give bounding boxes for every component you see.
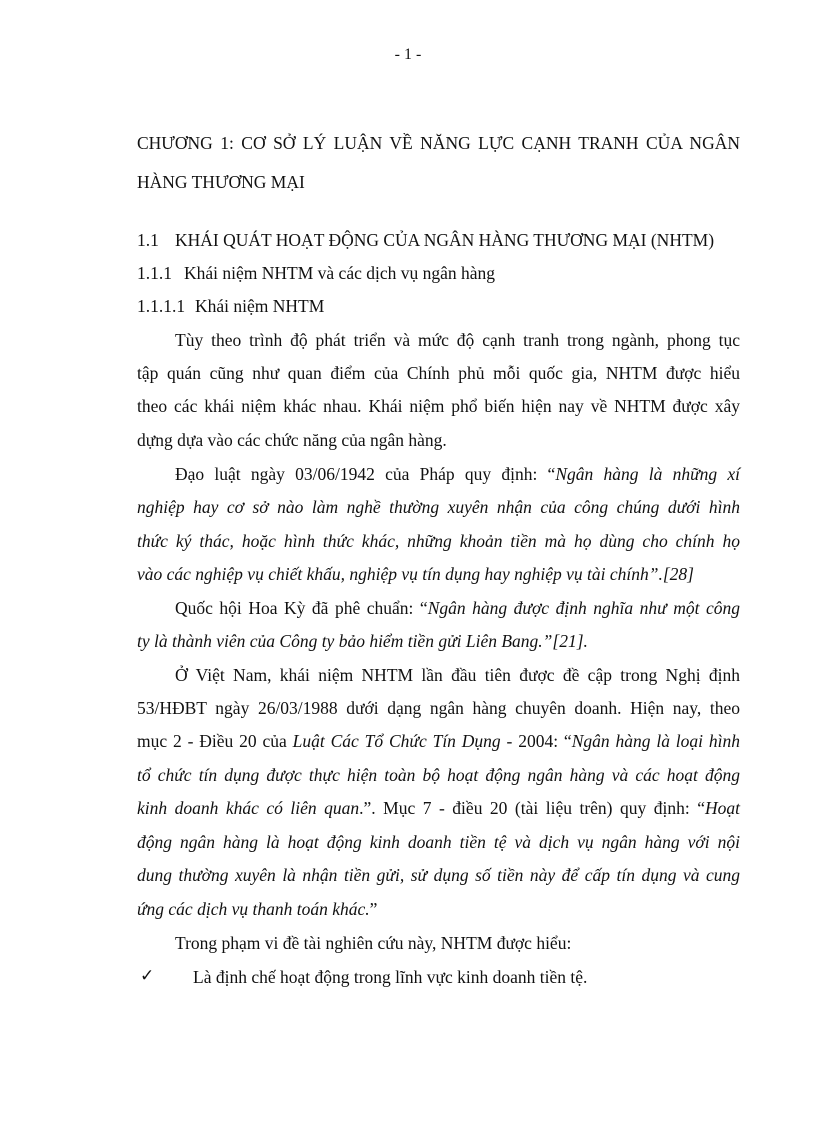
paragraph-line — [137, 496, 740, 518]
text-run: Ở Việt Nam, khái niệm NHTM lần đầu tiên được đề cập trong Nghị định — [175, 665, 740, 685]
italic-text: Ngân hàng được định nghĩa như một công — [427, 598, 740, 618]
italic-text: động ngân hàng là hoạt động kinh doanh tiền tệ và dịch vụ ngân hàng với nội — [137, 832, 740, 852]
paragraph-line — [137, 664, 740, 686]
heading-number: 1.1.1.1 — [137, 296, 186, 316]
heading-text: Khái niệm NHTM và các dịch vụ ngân hàng — [184, 263, 496, 283]
text-run: mục 2 - Điều 20 của — [137, 731, 293, 751]
text-run: Tùy theo trình độ phát triển và mức độ cạnh tranh trong ngành, phong tục — [175, 330, 740, 350]
check-icon: ✓ — [140, 966, 155, 985]
italic-text: tổ chức tín dụng được thực hiện toàn bộ hoạt động ngân hàng và các hoạt động — [137, 765, 740, 785]
paragraph-line — [137, 898, 740, 920]
italic-text: vào các nghiệp vụ chiết khấu, nghiệp vụ tín dụng hay nghiệp vụ tài chính”.[28] — [137, 564, 694, 584]
paragraph-line — [137, 730, 740, 752]
paragraph-line — [137, 797, 740, 819]
italic-text: Ngân hàng là những xí — [555, 464, 740, 484]
italic-text: Luật Các Tổ Chức Tín Dụng — [292, 731, 501, 751]
heading-number: 1.1.1 — [137, 263, 172, 283]
paragraph-line — [137, 630, 740, 652]
paragraph-line — [137, 530, 740, 552]
italic-text: thức ký thác, hoặc hình thức khác, những khoản tiền mà họ dùng cho chính họ — [137, 531, 740, 551]
italic-text: nghiệp hay cơ sở nào làm nghề thường xuyên nhận của công chúng dưới hình — [137, 497, 740, 517]
paragraph-line — [137, 463, 740, 485]
italic-text: Hoạt — [705, 798, 740, 818]
paragraph-line — [137, 362, 740, 384]
chapter-title-line-1: CHƯƠNG 1: CƠ SỞ LÝ LUẬN VỀ NĂNG LỰC CẠNH TRANH CỦA NGÂN — [137, 133, 740, 153]
paragraph-line — [137, 932, 740, 954]
text-run: dựng dựa vào các chức năng của ngân hàng. — [137, 430, 447, 450]
paragraph-line — [137, 395, 740, 417]
text-run: .”. Mục 7 - điều 20 (tài liệu trên) quy định: “ — [359, 798, 705, 818]
heading-1-1 — [137, 229, 740, 251]
text-run: ” — [369, 899, 378, 919]
text-run: Quốc hội Hoa Kỳ đã phê chuẩn: “ — [175, 598, 428, 618]
paragraph-line — [137, 597, 740, 619]
text-run: 53/HĐBT ngày 26/03/1988 dưới dạng ngân hàng chuyên doanh. Hiện nay, theo — [137, 698, 740, 718]
heading-text: KHÁI QUÁT HOẠT ĐỘNG CỦA NGÂN HÀNG THƯƠNG MẠI (NHTM) — [175, 230, 715, 250]
paragraph-line — [137, 764, 740, 786]
text-run: Đạo luật ngày 03/06/1942 của Pháp quy định: “ — [175, 464, 556, 484]
italic-text: ứng các dịch vụ thanh toán khác. — [137, 899, 370, 919]
paragraph-line — [137, 697, 740, 719]
italic-text: kinh doanh khác có liên quan — [137, 798, 360, 818]
heading-1-1-1 — [137, 262, 740, 284]
chapter-title-line-2: HÀNG THƯƠNG MẠI — [137, 172, 305, 192]
italic-text: Ngân hàng là loại hình — [571, 731, 740, 751]
paragraph-line — [137, 831, 740, 853]
text-run: tập quán cũng như quan điểm của Chính phủ mỗi quốc gia, NHTM được hiểu — [137, 363, 740, 383]
paragraph-line — [137, 864, 740, 886]
paragraph-line — [137, 563, 740, 585]
text-run: - 2004: “ — [500, 731, 572, 751]
paragraph-line — [137, 429, 740, 451]
heading-1-1-1-1 — [137, 295, 740, 317]
italic-text: ty là thành viên của Công ty bảo hiểm tiền gửi Liên Bang.”[21]. — [137, 631, 588, 651]
heading-text: Khái niệm NHTM — [195, 296, 325, 316]
text-run: Trong phạm vi đề tài nghiên cứu này, NHTM được hiểu: — [175, 933, 572, 953]
heading-number: 1.1 — [137, 230, 159, 250]
page-number: - 1 - — [394, 46, 422, 63]
bullet-item: Là định chế hoạt động trong lĩnh vực kinh doanh tiền tệ. — [193, 967, 588, 987]
italic-text: dung thường xuyên là nhận tiền gửi, sử dụng số tiền này để cấp tín dụng và cung — [137, 865, 740, 885]
paragraph-line — [137, 329, 740, 351]
text-run: theo các khái niệm khác nhau. Khái niệm phổ biến hiện nay về NHTM được xây — [137, 396, 740, 416]
